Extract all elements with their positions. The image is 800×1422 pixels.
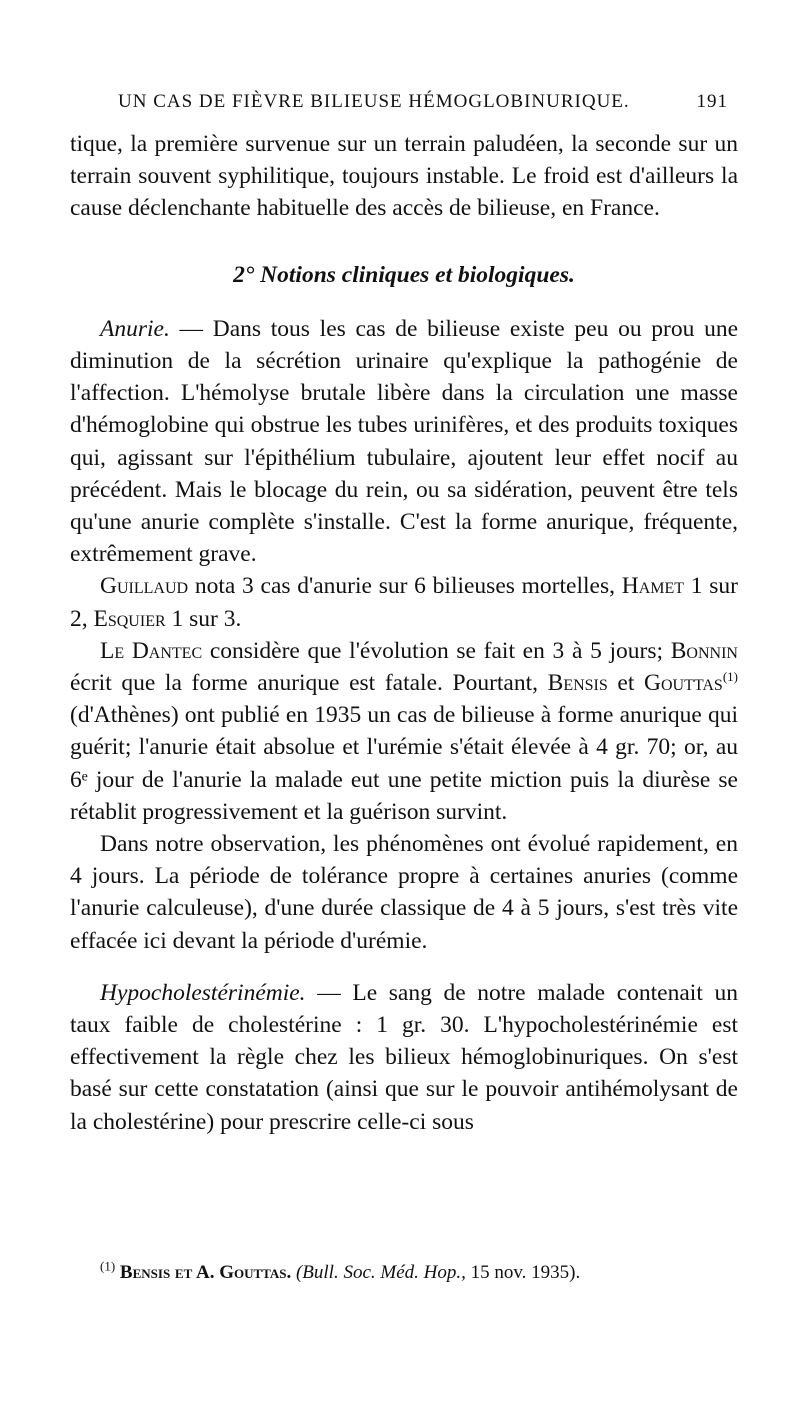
- ledantec-text-2: écrit que la forme anurique est fatale. Pourtant,: [70, 670, 548, 697]
- footnote-source: (Bull. Soc. Méd. Hop.,: [295, 1262, 466, 1283]
- paragraph-continuation: tique, la première survenue sur un terrain paludéen, la seconde sur un terrain souvent syphilitique, toujours instable. Le froid est d'ailleurs la cause déclenchante habituelle des accès de bilieuse, en France.: [70, 131, 738, 222]
- guillaud-text-2: 1 sur 2,: [70, 573, 738, 632]
- body-text: [70, 128, 738, 1138]
- author-le-dantec: Le Dantec: [100, 637, 203, 664]
- hypo-lead: Hypocholestérinémie.: [100, 979, 306, 1006]
- author-esquier: Esquier: [93, 605, 166, 632]
- section-heading: [70, 259, 738, 291]
- footnote-ref: (1): [722, 669, 738, 685]
- paragraph-observation: Dans notre observation, les phénomènes ont évolué rapidement, en 4 jours. La période de tolérance propre à certaines anuries (comme l'anurie calculeuse), d'une durée classique de 4 à 5 jours, s'est très vite effacée ici devant la période d'urémie.: [70, 831, 738, 954]
- ledantec-text-4: (d'Athènes) ont publié en 1935 un cas de bilieuse à forme anurique qui guérit; l'anurie était absolue et l'urémie s'était élevée à 4 gr. 70; or, au 6ᵉ jour de l'anurie la malade eut une petite miction puis la diurèse se rétablit progressivement et la guérison survint.: [70, 702, 738, 825]
- ledantec-text-1: considère que l'évolution se fait en 3 à 5 jours;: [202, 637, 671, 664]
- guillaud-text-3: 1 sur 3.: [165, 605, 242, 632]
- author-bonnin: Bonnin: [670, 637, 738, 664]
- section-title: Notions cliniques et biologiques.: [260, 261, 575, 288]
- running-head: [118, 91, 728, 113]
- author-hamet: Hamet: [621, 573, 685, 600]
- author-bensis: Bensis: [547, 670, 608, 697]
- paragraph-hypocholesterinemie: [70, 977, 738, 1138]
- footnote-date: 15 nov. 1935).: [465, 1262, 581, 1283]
- anurie-lead: Anurie.: [100, 315, 170, 342]
- anurie-text: — Dans tous les cas de bilieuse existe peu ou prou une diminution de la sécrétion urinaire qu'explique la pathogénie de l'affection. L'hémolyse brutale libère dans la circulation une masse d'hémoglobine qui obstrue les tubes urinifères, et des produits toxiques qui, agissant sur l'épithélium tubulaire, ajoutent leur effet nocif au précédent. Mais le blocage du rein, ou sa sidération, peuvent être tels qu'une anurie complète s'installe. C'est la forme anurique, fréquente, extrêmement grave.: [70, 315, 738, 568]
- footnote: [100, 1258, 740, 1284]
- author-gouttas: Gouttas: [644, 670, 723, 697]
- section-number: 2°: [233, 261, 255, 288]
- ledantec-text-3: et: [607, 670, 645, 697]
- guillaud-text-1: nota 3 cas d'anurie sur 6 bilieuses mortelles,: [188, 573, 622, 600]
- hypo-text: — Le sang de notre malade contenait un taux faible de cholestérine : 1 gr. 30. L'hypocholestérinémie est effectivement la règle chez les bilieux hémoglobinuriques. On s'est basé sur cette constatation (ainsi que sur le pouvoir antihémolysant de la cholestérine) pour prescrire celle-ci sous: [70, 979, 738, 1135]
- paragraph-guillaud: [70, 570, 738, 634]
- footnote-mark: (1): [100, 1258, 116, 1274]
- paragraph-le-dantec: [70, 635, 738, 828]
- paragraph-anurie: [70, 313, 738, 571]
- page-number: 191: [696, 91, 728, 112]
- running-title: UN CAS DE FIÈVRE BILIEUSE HÉMOGLOBINURIQUE.: [118, 91, 630, 112]
- author-guillaud: Guillaud: [100, 573, 189, 600]
- footnote-authors: Bensis et A. Gouttas.: [119, 1262, 292, 1283]
